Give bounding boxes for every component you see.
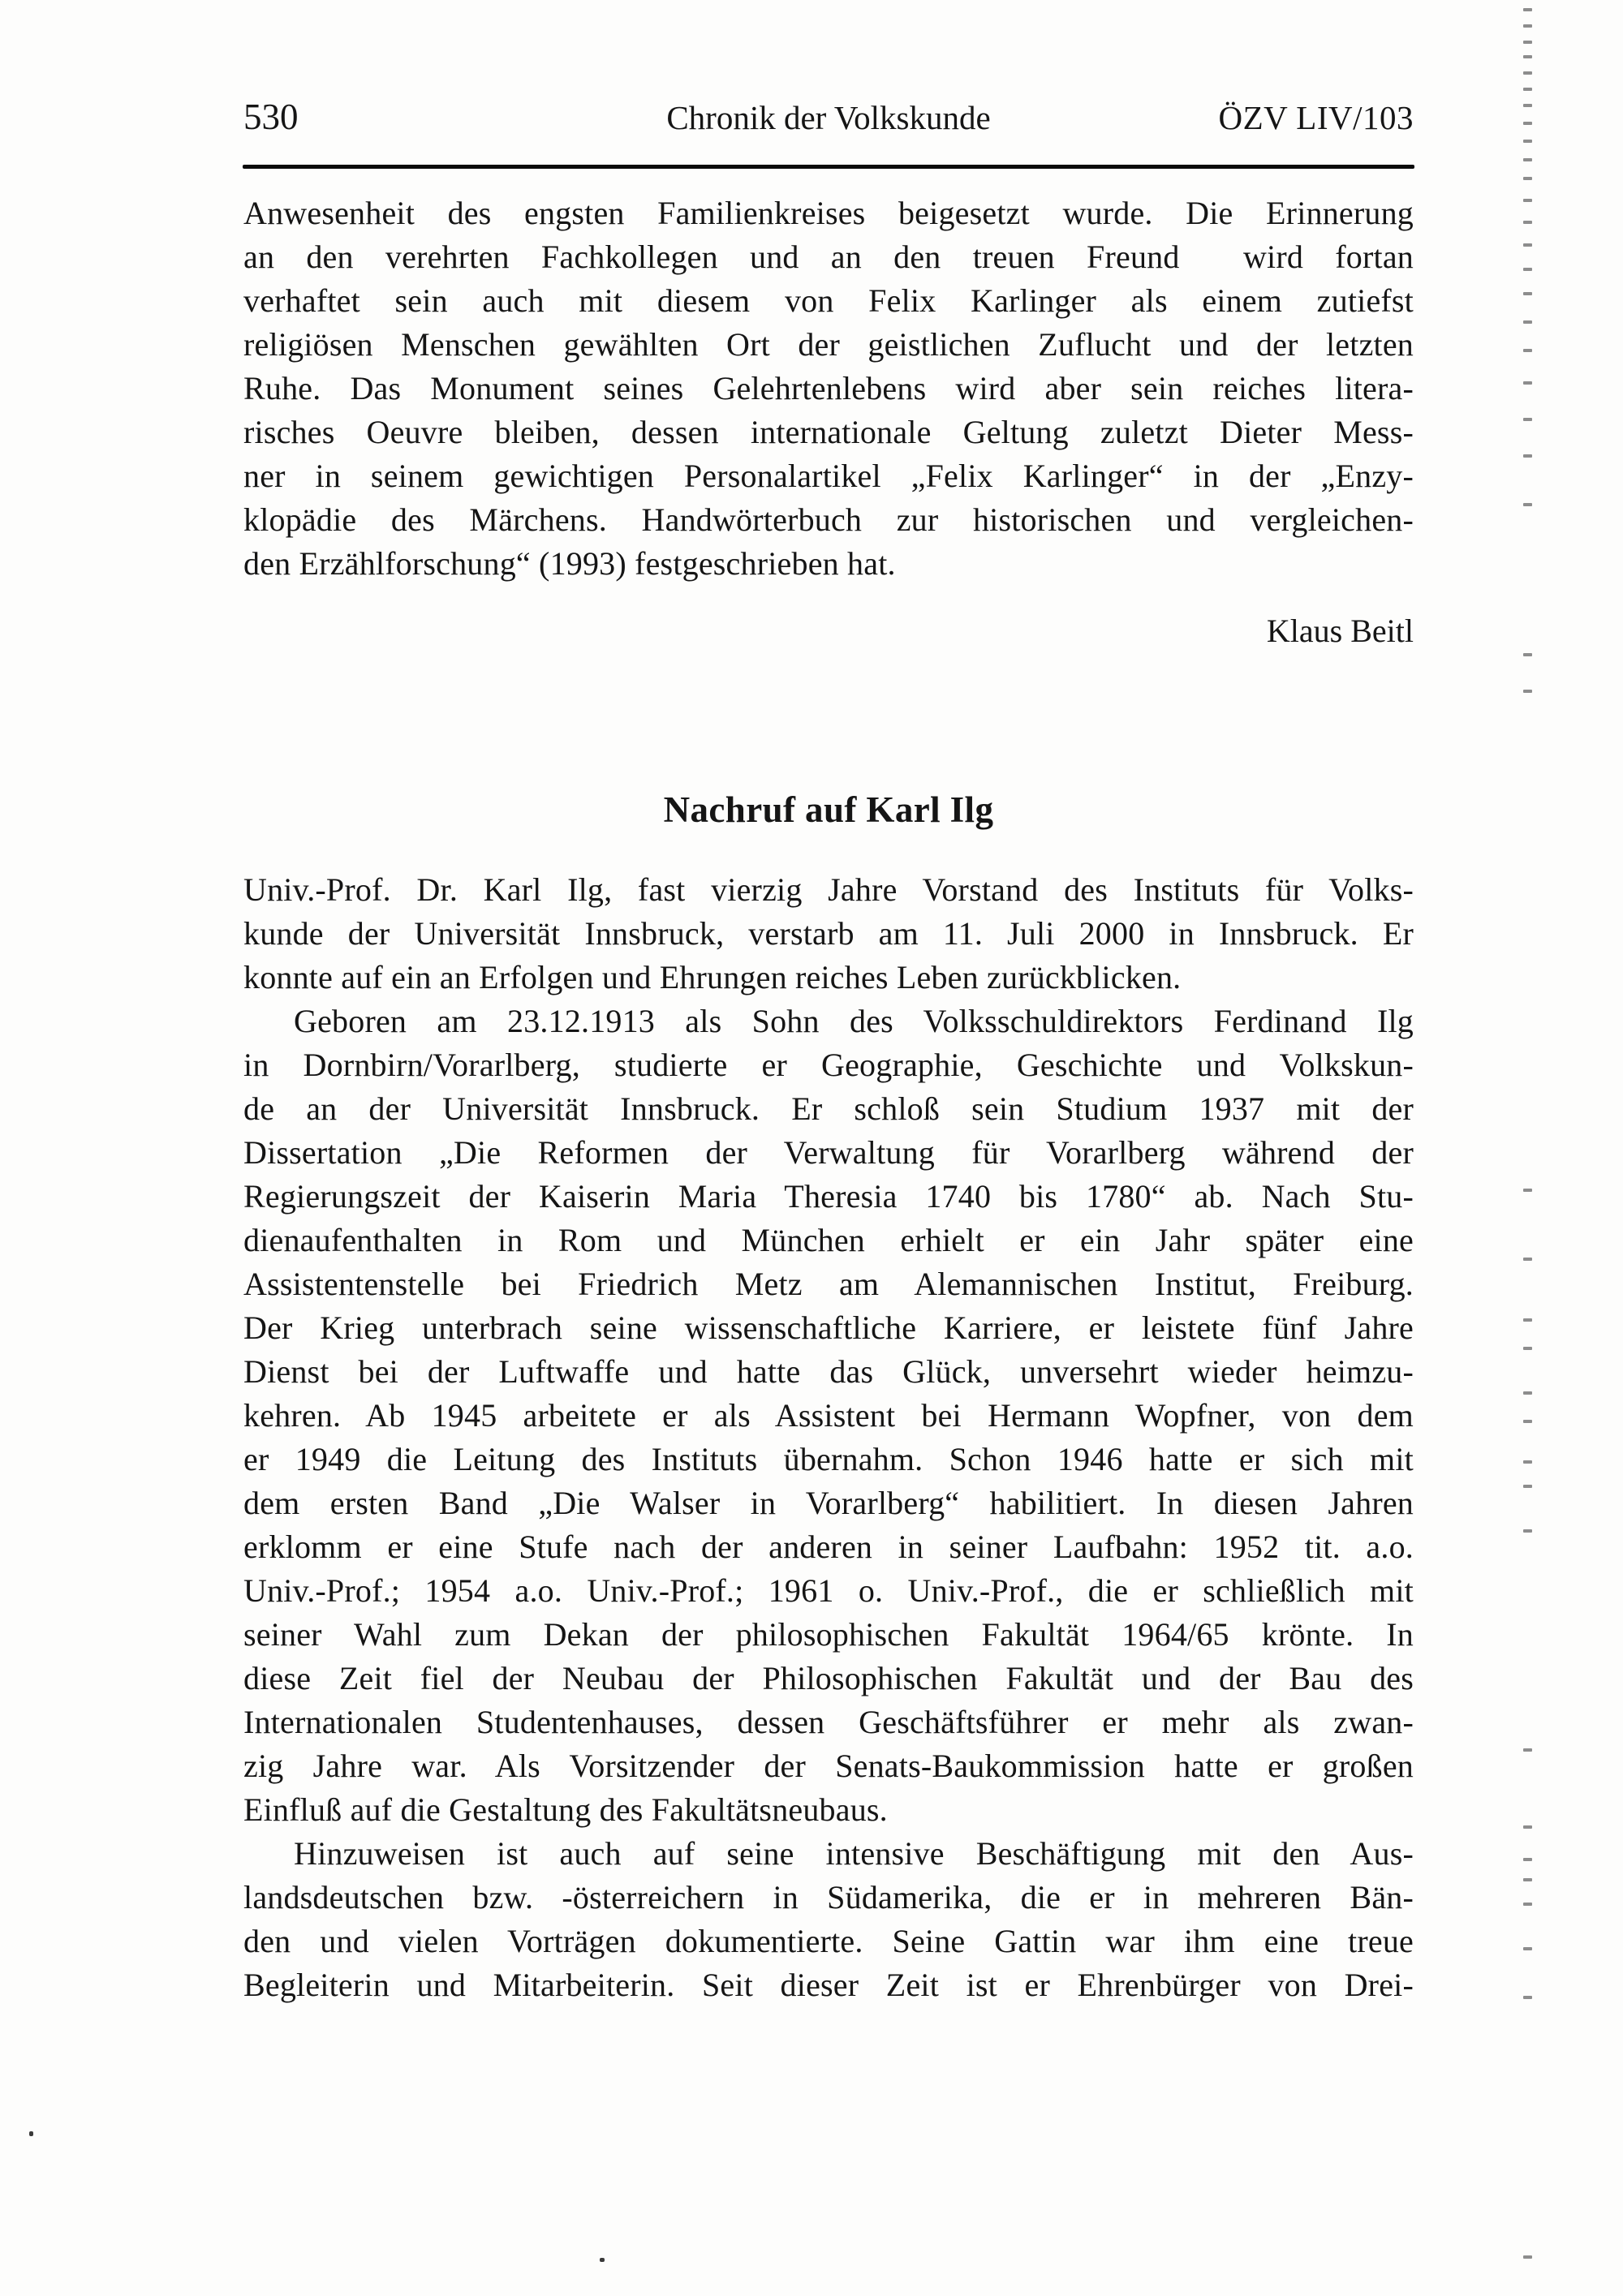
section-heading: Nachruf auf Karl Ilg (663, 789, 994, 830)
scan-edge-mark (1523, 177, 1532, 180)
text-line: Dienst bei der Luftwaffe und hatte das Glück, unversehrt wieder heimzu- (243, 1353, 1414, 1390)
scan-edge-mark (1523, 1903, 1532, 1906)
text-line: in Dornbirn/Vorarlberg, studierte er Geographie, Geschichte und Volkskun- (243, 1047, 1414, 1083)
text-line: Regierungszeit der Kaiserin Maria Theresia 1740 bis 1780“ ab. Nach Stu- (243, 1178, 1414, 1215)
scan-edge-mark (1523, 381, 1532, 385)
scan-edge-mark (1523, 221, 1532, 224)
text-line: den Erzählforschung“ (1993) festgeschrieben hat. (243, 545, 896, 582)
scan-edge-mark (1523, 1996, 1532, 1999)
scan-edge-mark (1523, 1347, 1532, 1350)
text-line: kehren. Ab 1945 arbeitete er als Assistent bei Hermann Wopfner, von dem (243, 1397, 1414, 1434)
scan-edge-mark (1523, 1858, 1532, 1861)
scan-edge-mark (1523, 268, 1532, 271)
text-line: er 1949 die Leitung des Instituts übernahm. Schon 1946 hatte er sich mit (243, 1441, 1414, 1477)
text-line: Dissertation „Die Reformen der Verwaltung für Vorarlberg während der (243, 1134, 1414, 1171)
text-line: zig Jahre war. Als Vorsitzender der Senats-Baukommission hatte er großen (243, 1748, 1414, 1784)
text-line: erklomm er eine Stufe nach der anderen in seiner Laufbahn: 1952 tit. a.o. (243, 1529, 1414, 1565)
scan-edge-mark (1523, 158, 1532, 161)
text-line: Univ.-Prof. Dr. Karl Ilg, fast vierzig Jahre Vorstand des Instituts für Volks- (243, 871, 1414, 908)
scan-edge-mark (1523, 1420, 1532, 1423)
scan-edge-mark (1523, 1878, 1532, 1881)
scan-edge-mark (1523, 1947, 1532, 1950)
scan-edge-mark (1523, 1189, 1532, 1192)
page-number: 530 (243, 97, 299, 137)
text-line: den und vielen Vorträgen dokumentierte. Seine Gattin war ihm eine treue (243, 1923, 1414, 1959)
scan-edge-mark (1523, 503, 1532, 506)
scan-edge-mark (1523, 292, 1532, 295)
text-line: diese Zeit fiel der Neubau der Philosophischen Fakultät und der Bau des (243, 1660, 1414, 1696)
running-title: Chronik der Volkskunde (666, 99, 991, 136)
scan-speck (600, 2258, 605, 2262)
scan-edge-mark (1523, 243, 1532, 247)
scan-edge-mark (1523, 71, 1532, 75)
text-line: konnte auf ein an Erfolgen und Ehrungen reiches Leben zurückblicken. (243, 959, 1182, 995)
text-line: Hinzuweisen ist auch auf seine intensive Beschäftigung mit den Aus- (294, 1835, 1414, 1872)
text-line: de an der Universität Innsbruck. Er schloß sein Studium 1937 mit der (243, 1090, 1414, 1127)
karlinger-obituary-text (243, 191, 1414, 586)
scan-speck (29, 2131, 33, 2136)
text-line: an den verehrten Fachkollegen und an den treuen Freund wird fortan (243, 239, 1414, 275)
scan-edge-mark (1523, 1825, 1532, 1829)
author-signature: Klaus Beitl (1266, 613, 1414, 649)
paragraph (243, 1832, 1414, 2007)
paragraph (243, 191, 1414, 586)
journal-issue-label: ÖZV LIV/103 (1218, 99, 1414, 136)
scan-edge-mark (1523, 690, 1532, 693)
scan-edge-mark (1523, 199, 1532, 202)
scan-edge-mark (1523, 88, 1532, 91)
scan-edge-mark (1523, 122, 1532, 125)
text-line: dem ersten Band „Die Walser in Vorarlberg“ habilitiert. In diesen Jahren (243, 1485, 1414, 1521)
scan-edge-mark (1523, 8, 1532, 11)
scan-edge-mark (1523, 1748, 1532, 1752)
text-line: Ruhe. Das Monument seines Gelehrtenlebens wird aber sein reiches litera- (243, 370, 1414, 406)
scan-edge-mark (1523, 2255, 1532, 2259)
ilg-obituary-text (243, 868, 1414, 2007)
scan-edge-mark (1523, 320, 1532, 324)
scan-edge-mark (1523, 41, 1532, 44)
scan-edge-mark (1523, 24, 1532, 28)
page-header (243, 96, 1414, 138)
paragraph (243, 1000, 1414, 1832)
text-line: Internationalen Studentenhauses, dessen Geschäftsführer er mehr als zwan- (243, 1704, 1414, 1740)
text-line: ner in seinem gewichtigen Personalartikel „Felix Karlinger“ in der „Enzy- (243, 458, 1414, 494)
text-line: Assistentenstelle bei Friedrich Metz am Alemannischen Institut, Freiburg. (243, 1266, 1414, 1302)
scan-edge-mark (1523, 653, 1532, 656)
scan-edge-mark (1523, 55, 1532, 58)
text-line: Anwesenheit des engsten Familienkreises beigesetzt wurde. Die Erinnerung (243, 195, 1414, 231)
scan-edge-mark (1523, 104, 1532, 107)
text-line: seiner Wahl zum Dekan der philosophischen Fakultät 1964/65 krönte. In (243, 1616, 1414, 1653)
scan-edge-mark (1523, 1485, 1532, 1488)
scan-edge-mark (1523, 1529, 1532, 1533)
text-line: religiösen Menschen gewählten Ort der geistlichen Zuflucht und der letzten (243, 326, 1414, 363)
scan-edge-mark (1523, 418, 1532, 421)
paragraph (243, 868, 1414, 1000)
text-line: Einfluß auf die Gestaltung des Fakultätsneubaus. (243, 1791, 888, 1828)
text-line: landsdeutschen bzw. -österreichern in Südamerika, die er in mehreren Bän- (243, 1879, 1414, 1915)
text-line: Der Krieg unterbrach seine wissenschaftliche Karriere, er leistete fünf Jahre (243, 1309, 1414, 1346)
text-line: dienaufenthalten in Rom und München erhielt er ein Jahr später eine (243, 1222, 1414, 1258)
scan-edge-mark (1523, 1391, 1532, 1395)
text-line: Begleiterin und Mitarbeiterin. Seit dieser Zeit ist er Ehrenbürger von Drei- (243, 1967, 1414, 2003)
header-rule (243, 165, 1414, 169)
scan-edge-mark (1523, 1258, 1532, 1261)
text-line: Univ.-Prof.; 1954 a.o. Univ.-Prof.; 1961 o. Univ.-Prof., die er schließlich mit (243, 1572, 1414, 1609)
text-line: Geboren am 23.12.1913 als Sohn des Volksschuldirektors Ferdinand Ilg (294, 1003, 1414, 1039)
scan-edge-mark (1523, 140, 1532, 143)
scan-edge-mark (1523, 1318, 1532, 1322)
text-line: klopädie des Märchens. Handwörterbuch zur historischen und vergleichen- (243, 501, 1414, 538)
scan-edge-mark (1523, 454, 1532, 458)
text-line: verhaftet sein auch mit diesem von Felix Karlinger als einem zutiefst (243, 282, 1414, 319)
text-line: risches Oeuvre bleiben, dessen internationale Geltung zuletzt Dieter Mess- (243, 414, 1414, 450)
scan-edge-mark (1523, 349, 1532, 352)
text-line: kunde der Universität Innsbruck, verstarb am 11. Juli 2000 in Innsbruck. Er (243, 915, 1414, 952)
scan-edge-mark (1523, 1460, 1532, 1464)
